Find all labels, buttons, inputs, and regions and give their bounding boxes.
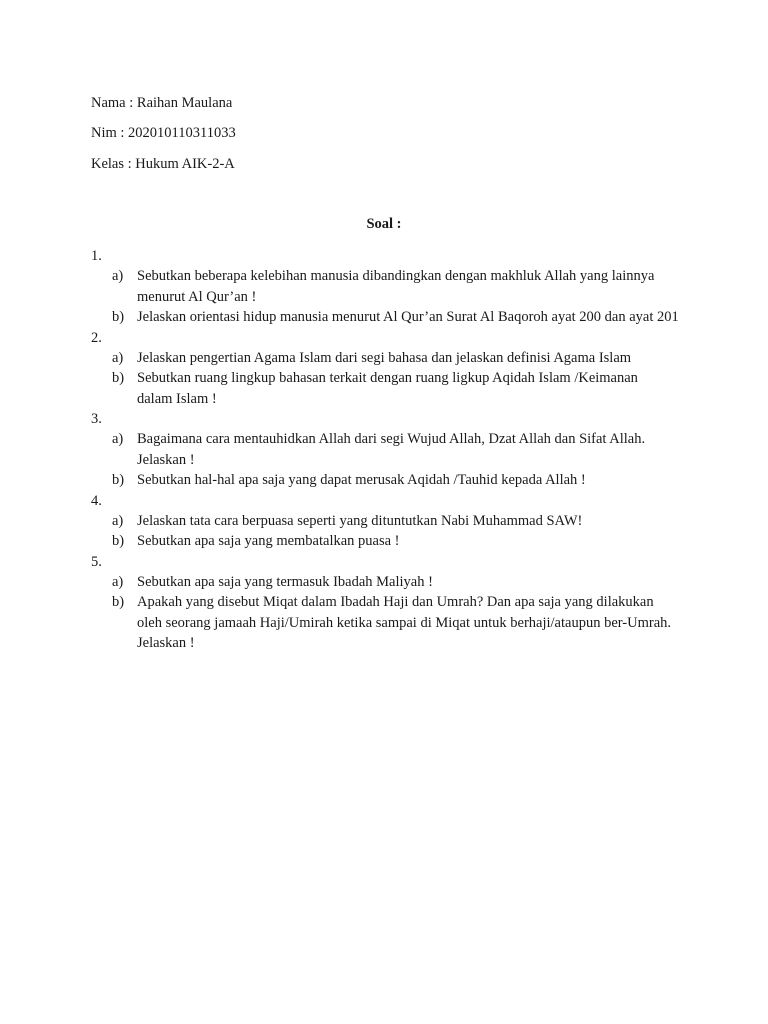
sub-question-label: b) — [112, 309, 125, 325]
sub-question-label: a) — [112, 573, 124, 590]
student-nim: Nim : 202010110311033 — [91, 125, 236, 141]
section-title: Soal : — [366, 216, 402, 232]
sub-question-text: Sebutkan beberapa kelebihan manusia dibandingkan dengan makhluk Allah yang lainnya menurut Al Qur’an ! — [137, 268, 655, 305]
sub-question — [91, 592, 691, 654]
sub-question-label: a) — [112, 268, 124, 284]
question-5 — [91, 552, 691, 654]
sub-question-text: Sebutkan hal-hal apa saja yang dapat merusak Aqidah /Tauhid kepada Allah ! — [137, 472, 586, 488]
student-class: Kelas : Hukum AIK-2-A — [91, 156, 235, 172]
sub-question — [91, 572, 691, 593]
sub-question — [91, 368, 691, 409]
sub-question-label: b) — [112, 370, 125, 386]
sub-question — [91, 429, 691, 470]
sub-question-label: b) — [112, 594, 125, 610]
sub-question — [91, 531, 691, 552]
sub-question-text: Apakah yang disebut Miqat dalam Ibadah Haji dan Umrah? Dan apa saja yang dilakukan oleh seorang jamaah Haji/Umirah ketika sampai di Miqat untuk berhaji/ataupun ber-Umrah. Jelaskan ! — [137, 594, 672, 651]
question-list — [91, 246, 691, 654]
question-2 — [91, 328, 691, 410]
student-name: Nama : Raihan Maulana — [91, 95, 233, 111]
question-number: 4. — [91, 492, 102, 509]
sub-question-text: Jelaskan orientasi hidup manusia menurut Al Qur’an Surat Al Baqoroh ayat 200 dan ayat 201 — [137, 309, 679, 325]
question-number: 5. — [91, 553, 102, 570]
sub-question-label: a) — [112, 512, 124, 529]
question-number: 1. — [91, 248, 102, 264]
sub-question — [91, 511, 691, 532]
question-1 — [91, 246, 691, 328]
sub-question-text: Sebutkan apa saja yang membatalkan puasa ! — [137, 533, 400, 549]
sub-question — [91, 348, 691, 369]
question-3 — [91, 409, 691, 491]
sub-question-text: Jelaskan pengertian Agama Islam dari segi bahasa dan jelaskan definisi Agama Islam — [137, 349, 632, 366]
sub-question — [91, 307, 691, 328]
sub-question-label: b) — [112, 472, 125, 488]
sub-question-label: a) — [112, 349, 124, 366]
sub-question — [91, 470, 691, 491]
question-number: 2. — [91, 329, 102, 346]
question-4 — [91, 491, 691, 552]
sub-question-text: Jelaskan tata cara berpuasa seperti yang dituntutkan Nabi Muhammad SAW! — [137, 512, 583, 529]
question-number: 3. — [91, 411, 102, 427]
sub-question-text: Bagaimana cara mentauhidkan Allah dari segi Wujud Allah, Dzat Allah dan Sifat Allah. Jelaskan ! — [137, 431, 646, 468]
sub-question — [91, 266, 691, 307]
sub-question-label: b) — [112, 533, 125, 549]
sub-question-text: Sebutkan apa saja yang termasuk Ibadah Maliyah ! — [137, 573, 433, 590]
sub-question-label: a) — [112, 431, 124, 447]
sub-question-text: Sebutkan ruang lingkup bahasan terkait dengan ruang ligkup Aqidah Islam /Keimanan dalam Islam ! — [137, 370, 638, 407]
